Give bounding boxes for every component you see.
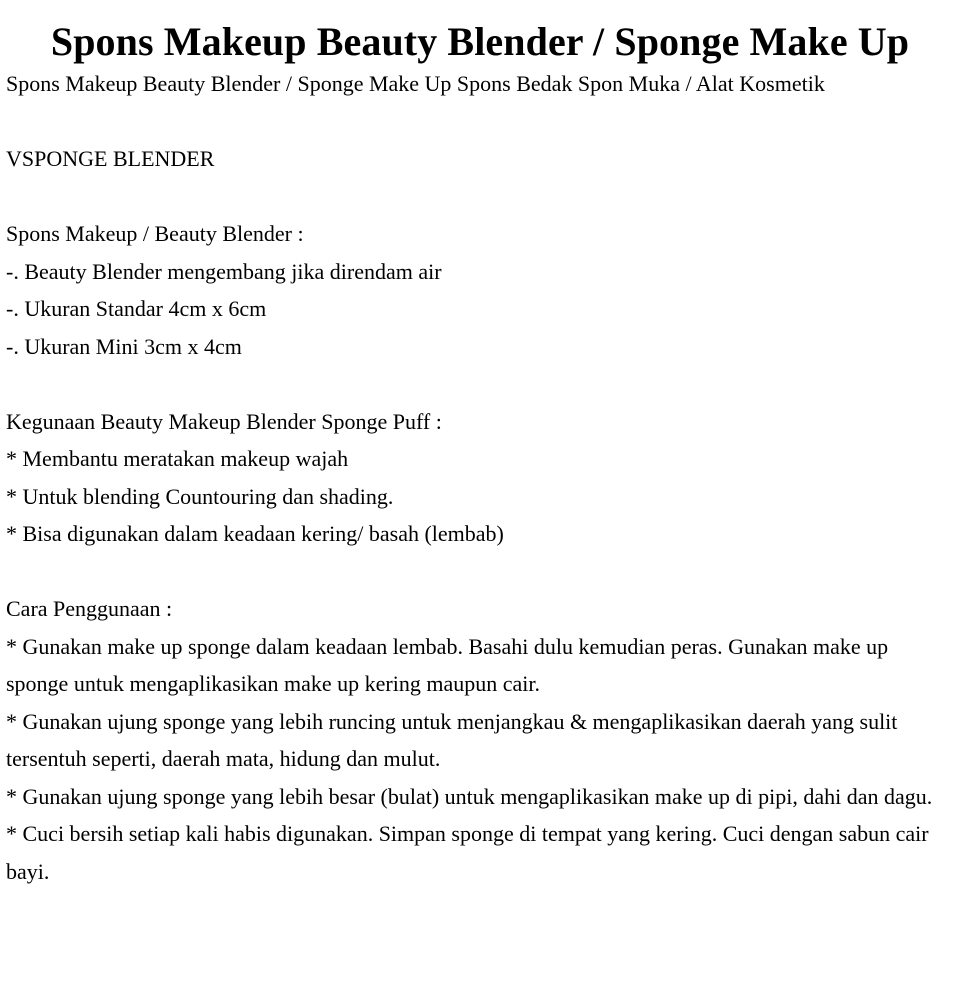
howto-item: * Cuci bersih setiap kali habis digunakan. Simpan sponge di tempat yang kering. Cuci dengan sabun cair bayi. bbox=[6, 821, 935, 884]
blank-line bbox=[6, 553, 954, 591]
uses-item: * Bisa digunakan dalam keadaan kering/ basah (lembab) bbox=[6, 521, 504, 546]
blank-line bbox=[6, 365, 954, 403]
blank-line bbox=[6, 178, 954, 216]
howto-heading: Cara Penggunaan : bbox=[6, 596, 173, 621]
howto-item: * Gunakan ujung sponge yang lebih besar (bulat) untuk mengaplikasikan make up di pipi, dahi dan dagu. bbox=[6, 783, 933, 809]
description-intro: Spons Makeup Beauty Blender / Sponge Make Up Spons Bedak Spon Muka / Alat Kosmetik bbox=[6, 71, 825, 96]
uses-item: * Untuk blending Countouring dan shading. bbox=[6, 483, 394, 509]
blank-line bbox=[6, 103, 954, 141]
uses-heading: Kegunaan Beauty Makeup Blender Sponge Puff : bbox=[6, 408, 442, 434]
spec-item: -. Ukuran Standar 4cm x 6cm bbox=[6, 296, 267, 321]
howto-item: * Gunakan ujung sponge yang lebih runcing untuk menjangkau & mengaplikasikan daerah yang sulit tersentuh seperti, daerah mata, hidung dan mulut. bbox=[6, 708, 903, 771]
brand-name: VSPONGE BLENDER bbox=[6, 146, 215, 171]
uses-item: * Membantu meratakan makeup wajah bbox=[6, 446, 349, 471]
spec-item: -. Ukuran Mini 3cm x 4cm bbox=[6, 333, 242, 359]
spec-item: -. Beauty Blender mengembang jika direndam air bbox=[6, 258, 442, 284]
product-title: Spons Makeup Beauty Blender / Sponge Make Up bbox=[50, 19, 910, 64]
howto-item: * Gunakan make up sponge dalam keadaan lembab. Basahi dulu kemudian peras. Gunakan make up sponge untuk mengaplikasikan make up kering maupun cair. bbox=[6, 633, 894, 696]
spec-heading: Spons Makeup / Beauty Blender : bbox=[6, 221, 304, 246]
product-description bbox=[6, 65, 954, 890]
